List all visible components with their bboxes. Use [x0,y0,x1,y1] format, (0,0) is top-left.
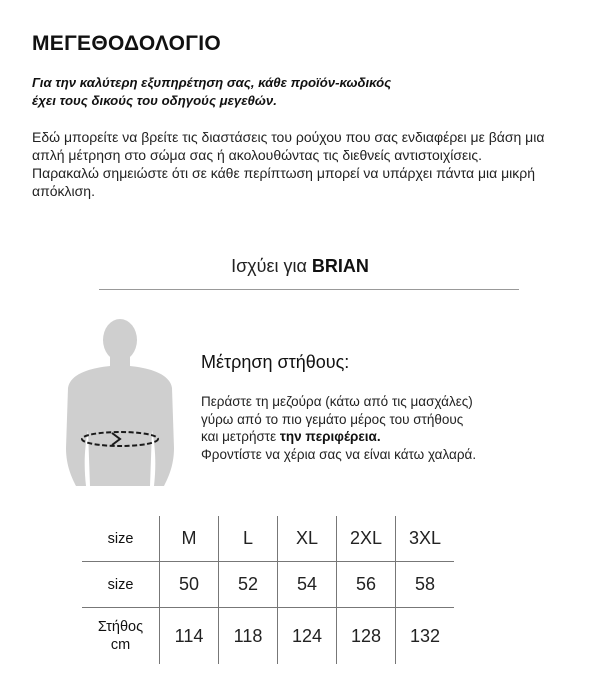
table-cell: 52 [219,562,278,608]
intro-line-2: έχει τους δικούς του οδηγούς μεγεθών. [32,93,277,108]
table-row [82,516,454,562]
measurement-title: Μέτρηση στήθους: [201,352,350,372]
row-label [82,608,160,665]
chest-measurement-figure-icon [50,318,190,488]
description-paragraph-1: Εδώ μπορείτε να βρείτε τις διαστάσεις του ρούχου που σας ενδιαφέρει με βάση μια απλή μέτρηση στο σώμα σας ή ακολουθώντας τις διεθνείς αντιστοιχίσεις. [32,129,545,163]
product-name: BRIAN [311,256,369,276]
table-cell: 56 [337,562,396,608]
applies-prefix: Ισχύει για [231,256,307,276]
row-label: size [107,530,134,547]
table-cell: 50 [160,562,219,608]
table-row [82,608,454,665]
table-cell: 3XL [396,516,455,562]
size-table [82,516,454,664]
description-paragraph-2: Παρακαλώ σημειώστε ότι σε κάθε περίπτωση μπορεί να υπάρχει πάντα μια μικρή απόκλιση. [32,165,536,199]
intro-line-1: Για την καλύτερη εξυπηρέτηση σας, κάθε προϊόν-κωδικός [32,75,392,90]
table-cell: 54 [278,562,337,608]
table-cell: 114 [160,608,219,665]
divider [99,289,519,290]
page-title: ΜΕΓΕΘΟΔΟΛΟΓΙΟ [32,32,222,55]
row-label: size [82,562,160,608]
table-cell: 132 [396,608,455,665]
table-cell: M [160,516,219,562]
table-cell: 118 [219,608,278,665]
table-cell: 128 [337,608,396,665]
measurement-line-3-prefix: και μετρήστε [201,429,277,444]
measurement-line-2: γύρω από το πιο γεμάτο μέρος του στήθους [201,411,464,427]
measurement-line-1: Περάστε τη μεζούρα (κάτω από τις μασχάλες) [201,394,473,409]
table-cell: 2XL [337,516,396,562]
measurement-line-3-bold: την περιφέρεια. [279,429,381,444]
measurement-line-3 [201,428,571,446]
row-label-line-1: Στήθος [97,619,144,635]
table-cell: L [219,516,278,562]
table-cell: XL [278,516,337,562]
table-cell: 58 [396,562,455,608]
table-cell: 124 [278,608,337,665]
table-row [82,562,454,608]
measurement-instructions [201,393,571,463]
description [32,128,572,200]
intro-text [32,74,572,110]
measurement-line-4: Φροντίστε να χέρια σας να είναι κάτω χαλαρά. [201,446,477,462]
row-label-line-2: cm [110,637,131,653]
applies-to-heading [0,256,600,277]
